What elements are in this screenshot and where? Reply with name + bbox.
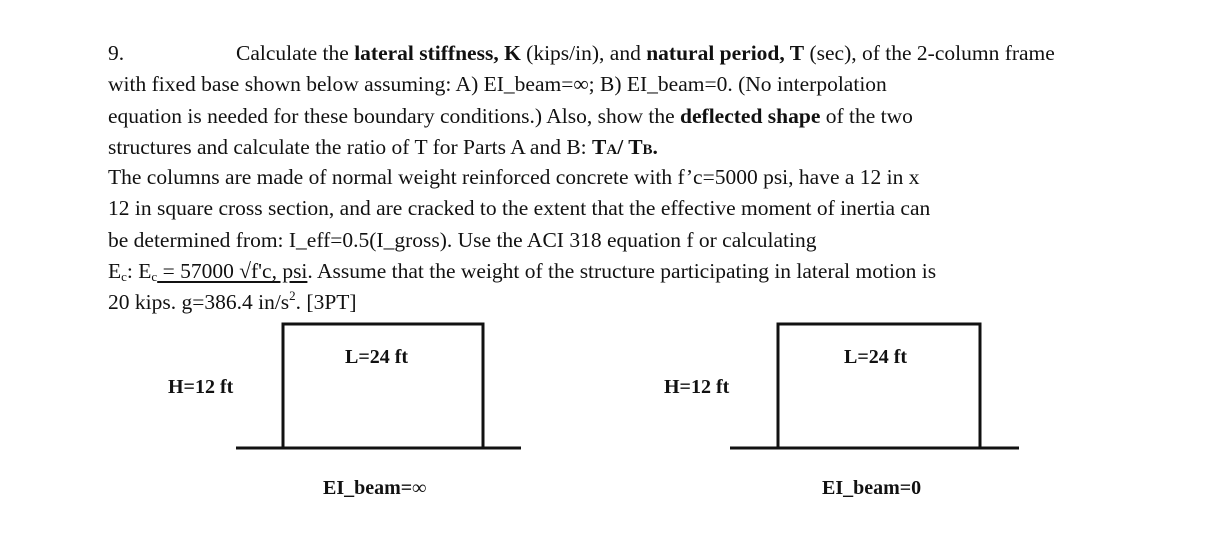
frame-a xyxy=(236,323,521,449)
problem-line-7: be determined from: I_eff=0.5(I_gross). Use the ACI 318 equation f or calculating xyxy=(108,227,817,252)
term-lateral-stiffness: lateral stiffness, K xyxy=(354,41,521,65)
text-segment: equation is needed for these boundary conditions.) Also, show the xyxy=(108,103,681,128)
problem-line-6: 12 in square cross section, and are cracked to the extent that the effective moment of inertia can xyxy=(108,196,931,221)
frame-a-length-label: L=24 ft xyxy=(345,346,409,368)
ratio-period: . xyxy=(652,134,658,159)
text-segment: (kips/in), and xyxy=(520,41,647,65)
ratio-separator: / xyxy=(617,134,629,159)
text-segment: : E xyxy=(126,258,152,283)
superscript: 2 xyxy=(289,288,296,304)
text-segment: of the two xyxy=(820,103,913,128)
text-segment: E xyxy=(108,258,122,283)
text-segment: . [3PT] xyxy=(295,290,357,315)
subscript: c xyxy=(151,268,158,284)
frame-b xyxy=(730,323,1019,449)
aci-318-formula: = 57000 √f'c, psi xyxy=(157,258,308,283)
frame-a-beam-label: EI_beam=∞ xyxy=(323,477,427,499)
term-deflected-shape: deflected shape xyxy=(680,103,821,128)
subscript: c xyxy=(121,268,127,284)
text-segment: 20 kips. g=386.4 in/s xyxy=(108,290,290,315)
frame-b-length-label: L=24 ft xyxy=(844,346,908,368)
text-segment: . Assume that the weight of the structure participating in lateral motion is xyxy=(307,258,937,283)
text-segment: Calculate the xyxy=(236,41,355,65)
problem-line-2: with fixed base shown below assuming: A) EI_beam=∞; B) EI_beam=0. (No interpolation xyxy=(108,72,887,97)
ratio-tb-t: T xyxy=(628,134,643,159)
ratio-ta-t: T xyxy=(592,134,607,159)
frame-b-height-label: H=12 ft xyxy=(664,376,730,398)
ratio-tb-subscript: B xyxy=(642,141,653,158)
problem-number: 9. xyxy=(108,41,125,65)
frame-a-height-label: H=12 ft xyxy=(168,376,234,398)
problem-line-5: The columns are made of normal weight reinforced concrete with f’c=5000 psi, have a 12 in x xyxy=(108,165,920,189)
ratio-ta-subscript: A xyxy=(606,141,618,158)
text-segment: structures and calculate the ratio of T for Parts A and B: xyxy=(108,134,593,159)
term-natural-period: natural period, T xyxy=(646,41,805,65)
frame-b-beam-label: EI_beam=0 xyxy=(822,477,922,499)
text-segment: (sec), of the 2-column frame xyxy=(804,41,1055,65)
